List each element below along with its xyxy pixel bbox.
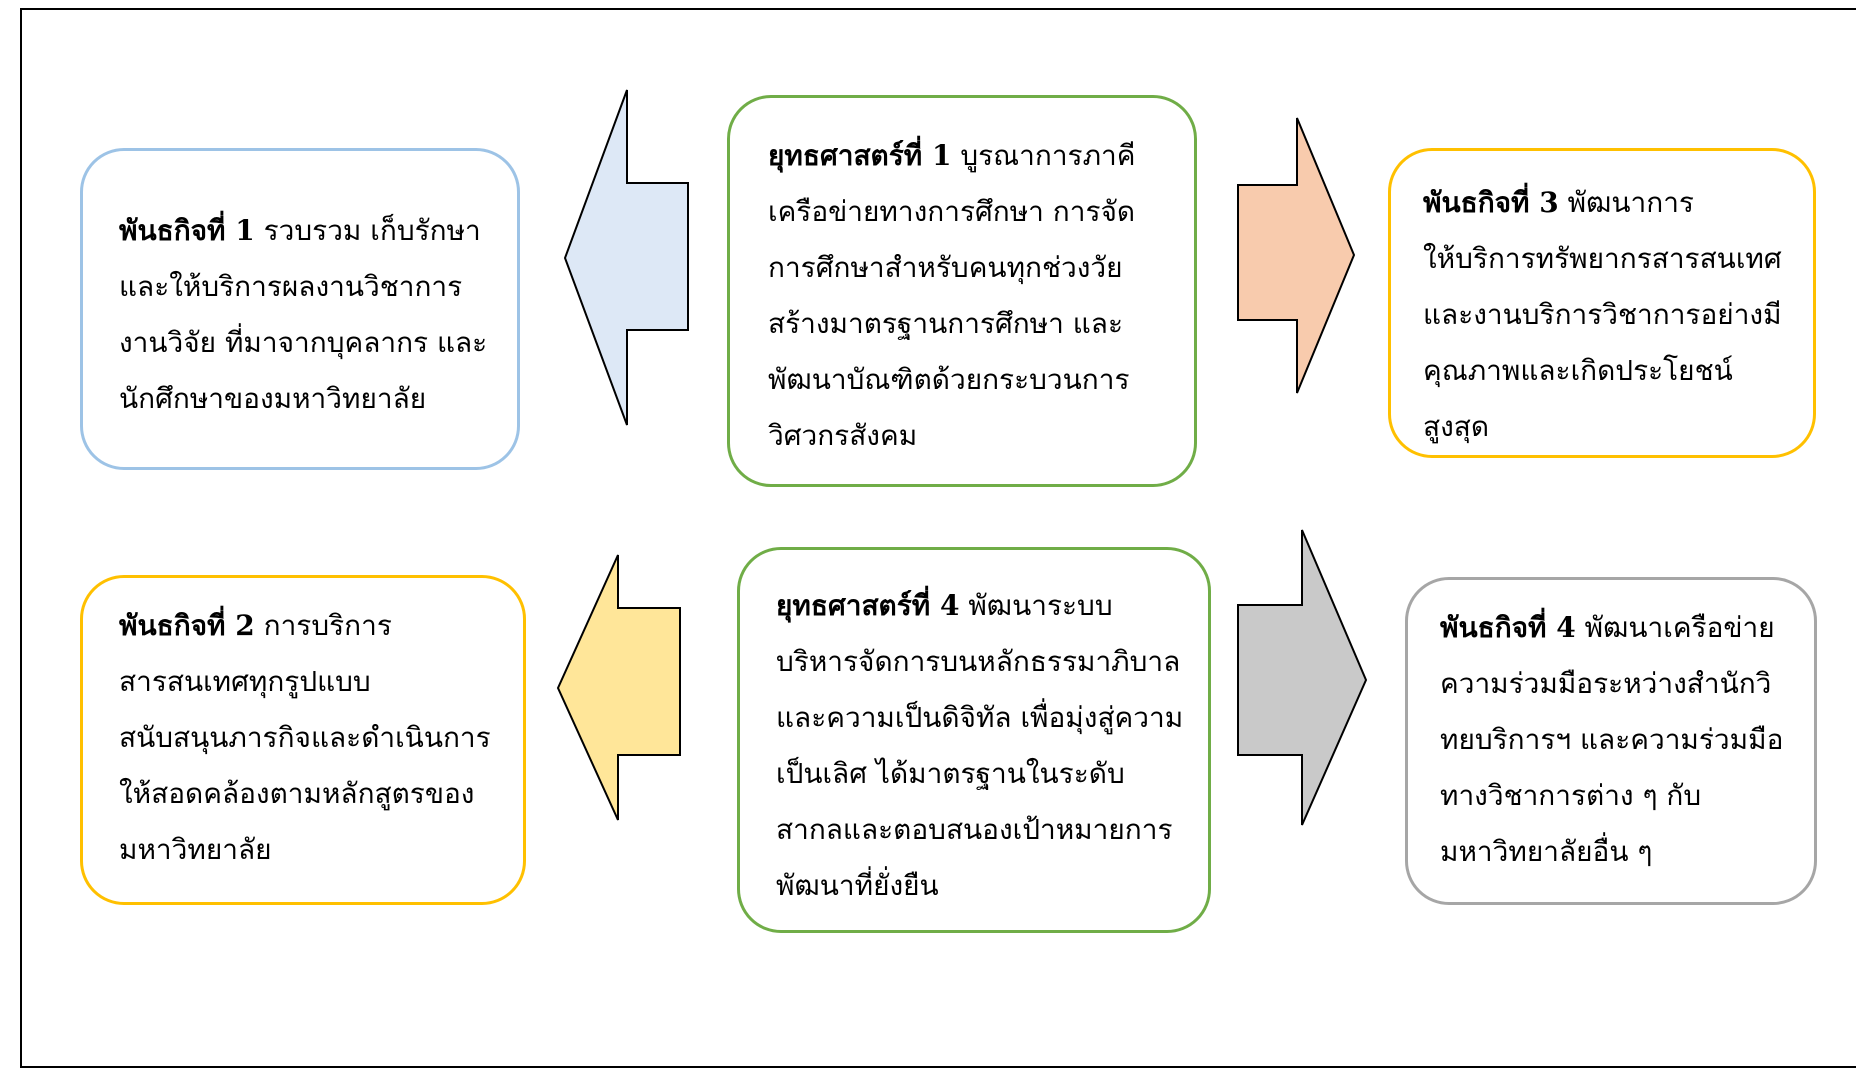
strategy-4-line-6: พัฒนาที่ยั่งยืน <box>776 869 939 902</box>
mission-2-line-3: สนับสนุนภารกิจและดำเนินการ <box>119 721 491 754</box>
mission-2-line-1: การบริการ <box>254 609 392 642</box>
mission-4-line-4: ทางวิชาการต่าง ๆ กับ <box>1440 779 1702 812</box>
arrow-right-bottom <box>1238 530 1366 825</box>
mission-3-box <box>1388 148 1816 458</box>
strategy-1-text <box>768 128 1136 464</box>
mission-4-box <box>1405 577 1817 905</box>
mission-2-box <box>80 575 526 905</box>
strategy-4-text <box>776 578 1183 908</box>
mission-4-text <box>1440 600 1783 880</box>
mission-4-line-1: พัฒนาเครือข่าย <box>1575 611 1775 644</box>
mission-3-line-3: และงานบริการวิชาการอย่างมี <box>1423 298 1782 331</box>
mission-3-line-2: ให้บริการทรัพยากรสารสนเทศ <box>1423 242 1782 275</box>
mission-2-label: พันธกิจที่ 2 <box>119 609 255 642</box>
mission-4-line-5: มหาวิทยาลัยอื่น ๆ <box>1440 835 1653 868</box>
mission-3-label: พันธกิจที่ 3 <box>1423 186 1559 219</box>
strategy-1-line-5: พัฒนาบัณฑิตด้วยกระบวนการ <box>768 363 1130 396</box>
mission-1-text <box>119 203 487 427</box>
arrow-right-top <box>1238 118 1354 393</box>
mission-2-text <box>119 598 491 878</box>
mission-3-line-1: พัฒนาการ <box>1558 186 1694 219</box>
strategy-1-line-6: วิศวกรสังคม <box>768 419 918 452</box>
mission-1-label: พันธกิจที่ 1 <box>119 214 255 247</box>
strategy-4-line-2: บริหารจัดการบนหลักธรรมาภิบาล <box>776 645 1181 678</box>
mission-3-text <box>1423 175 1782 445</box>
strategy-4-line-4: เป็นเลิศ ได้มาตรฐานในระดับ <box>776 757 1125 790</box>
strategy-1-line-2: เครือข่ายทางการศึกษา การจัด <box>768 195 1136 228</box>
mission-2-line-4: ให้สอดคล้องตามหลักสูตรของ <box>119 777 475 810</box>
mission-2-line-5: มหาวิทยาลัย <box>119 833 272 866</box>
mission-4-line-2: ความร่วมมือระหว่างสำนักวิ <box>1440 667 1772 700</box>
mission-1-line-1: รวบรวม เก็บรักษา <box>254 214 481 247</box>
arrow-left-top <box>565 90 688 425</box>
strategy-1-line-3: การศึกษาสำหรับคนทุกช่วงวัย <box>768 251 1123 284</box>
mission-1-line-3: งานวิจัย ที่มาจากบุคลากร และ <box>119 326 488 359</box>
strategy-4-label: ยุทธศาสตร์ที่ 4 <box>776 589 960 622</box>
strategy-4-line-3: และความเป็นดิจิทัล เพื่อมุ่งสู่ความ <box>776 701 1184 734</box>
strategy-4-box <box>737 547 1211 933</box>
strategy-4-line-5: สากลและตอบสนองเป้าหมายการ <box>776 813 1173 846</box>
mission-3-line-5: สูงสุด <box>1423 410 1490 443</box>
strategy-4-line-1: พัฒนาระบบ <box>959 589 1113 622</box>
mission-1-line-2: และให้บริการผลงานวิชาการ <box>119 270 463 303</box>
strategy-1-line-1: บูรณาการภาคี <box>951 139 1136 172</box>
mission-4-label: พันธกิจที่ 4 <box>1440 611 1576 644</box>
strategy-1-label: ยุทธศาสตร์ที่ 1 <box>768 139 952 172</box>
mission-3-line-4: คุณภาพและเกิดประโยชน์ <box>1423 354 1733 387</box>
strategy-1-line-4: สร้างมาตรฐานการศึกษา และ <box>768 307 1124 340</box>
strategy-1-box <box>727 95 1197 487</box>
mission-1-line-4: นักศึกษาของมหาวิทยาลัย <box>119 382 427 415</box>
mission-2-line-2: สารสนเทศทุกรูปแบบ <box>119 665 371 698</box>
arrow-left-bottom <box>558 555 680 820</box>
mission-1-box <box>80 148 520 470</box>
mission-4-line-3: ทยบริการฯ และความร่วมมือ <box>1440 723 1784 756</box>
